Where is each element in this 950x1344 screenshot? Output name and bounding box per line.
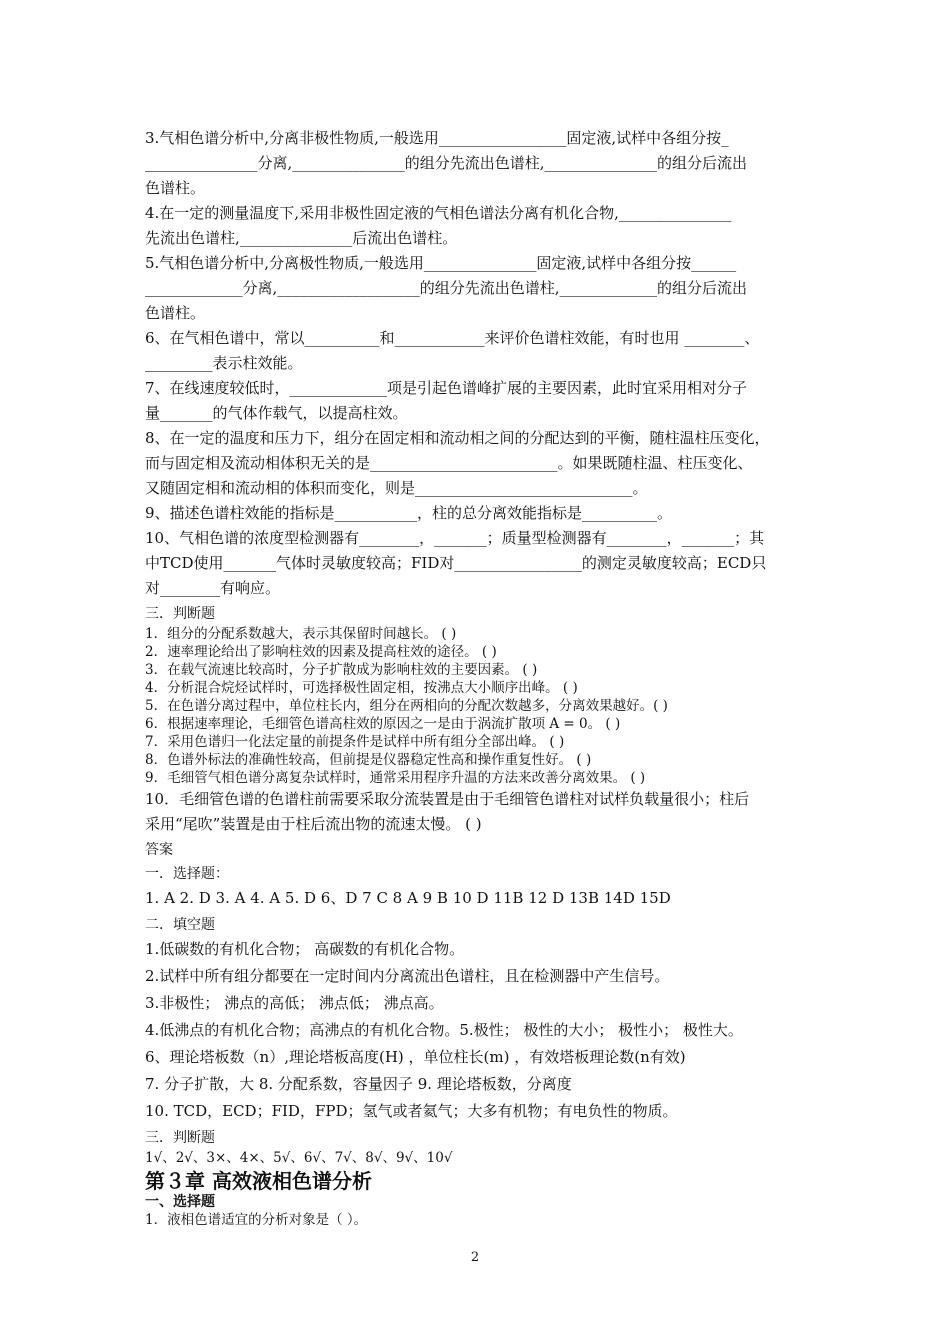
- text-line: _____________分离,___________________的组分先流出色谱柱,_____________的组分后流出: [145, 279, 748, 297]
- text-line: 又随固定相和流动相的体积而变化，则是_____________________________。: [145, 479, 648, 497]
- answer-line: 3.非极性； 沸点的高低； 沸点低； 沸点高。: [145, 994, 444, 1012]
- answer-line: 10. TCD，ECD；FID，FPD；氢气或者氦气；大多有机物；有电负性的物质。: [145, 1102, 678, 1120]
- fill-in-questions: [145, 126, 815, 601]
- text-line: 4.在一定的测量温度下,采用非极性固定液的气相色谱法分离有机化合物,_______________: [145, 204, 732, 222]
- text-line: 先流出色谱柱,_______________后流出色谱柱。: [145, 229, 458, 247]
- text-line: _________表示柱效能。: [145, 354, 303, 372]
- text-line: 对________有响应。: [145, 579, 281, 597]
- judge-item: 7．采用色谱归一化法定量的前提条件是试样中所有组分全部出峰。 ( ): [145, 734, 565, 750]
- judge-item: 10．毛细管色谱的色谱柱前需要采取分流装置是由于毛细管色谱柱对试样负载量很小；柱后: [145, 790, 750, 808]
- page-number: 2: [470, 1250, 480, 1265]
- judge-item: 8．色谱外标法的准确性较高，但前提是仪器稳定性高和操作重复性好。 ( ): [145, 752, 592, 768]
- judge-item: 采用“尾吹”装置是由于柱后流出物的流速太慢。 ( ): [145, 815, 482, 833]
- text-line: _______________分离,_______________的组分先流出色谱柱,_______________的组分后流出: [145, 154, 748, 172]
- answer-fill-list: [145, 936, 815, 1125]
- judge-item: 9．毛细管气相色谱分离复杂试样时，通常采用程序升温的方法来改善分离效果。 ( ): [145, 770, 646, 786]
- judge-item: 1．组分的分配系数越大，表示其保留时间越长。 ( ): [145, 626, 457, 642]
- document-body: [145, 126, 815, 1229]
- answer-line: 2.试样中所有组分都要在一定时间内分离流出色谱柱，且在检测器中产生信号。: [145, 967, 670, 985]
- answer-line: 7. 分子扩散，大 8. 分配系数，容量因子 9. 理论塔板数，分离度: [145, 1075, 572, 1093]
- answer-choice-line: 1. A 2. D 3. A 4. A 5. D 6、D 7 C 8 A 9 B 10 D 11B 12 D 13B 14D 15D: [145, 889, 671, 907]
- judge-section-title: 三．判断题: [145, 606, 215, 622]
- answers-title: 答案: [145, 842, 173, 858]
- judge-item: 2．速率理论给出了影响柱效的因素及提高柱效的途径。 ( ): [145, 644, 497, 660]
- text-line: 9、描述色谱柱效能的指标是___________，柱的总分离效能指标是__________。: [145, 504, 673, 522]
- text-line: 7、在线速度较低时，_____________项是引起色谱峰扩展的主要因素，此时宜采用相对分子: [145, 379, 748, 397]
- answer-line: 4.低沸点的有机化合物；高沸点的有机化合物。5.极性； 极性的大小； 极性小； 极性大。: [145, 1021, 743, 1039]
- question-line: 1．液相色谱适宜的分析对象是（ ）。: [145, 1212, 368, 1228]
- answer-fill-title: 二．填空题: [145, 917, 215, 933]
- judge-item: 5．在色谱分离过程中，单位柱长内，组分在两相向的分配次数越多，分离效果越好。( ): [145, 698, 668, 714]
- answer-judge-title: 三．判断题: [145, 1130, 215, 1146]
- answer-line: 6、理论塔板数（n）,理论塔板高度(H) ，单位柱长(m) ，有效塔板理论数(n有效): [145, 1048, 686, 1066]
- answer-choice-title: 一．选择题：: [145, 866, 229, 882]
- answer-judge-line: 1√、2√、3×、4×、5√、6√、7√、8√、9√、10√: [145, 1150, 453, 1166]
- section-title: 一、选择题: [145, 1194, 215, 1210]
- chapter-title: 第３章 高效液相色谱分析: [145, 1169, 372, 1193]
- text-line: 8、在一定的温度和压力下，组分在固定相和流动相之间的分配达到的平衡，随柱温柱压变化，: [145, 429, 770, 447]
- text-line: 色谱柱。: [145, 304, 206, 322]
- text-line: 中TCD使用_______气体时灵敏度较高；FID对_________________的测定灵敏度较高；ECD只: [145, 554, 767, 572]
- text-line: 色谱柱。: [145, 179, 206, 197]
- text-line: 量_______的气体作载气，以提高柱效。: [145, 404, 408, 422]
- text-line: 10、气相色谱的浓度型检测器有________，_______；质量型检测器有________，_______；其: [145, 529, 765, 547]
- text-line: 6、在气相色谱中，常以__________和____________来评价色谱柱效能，有时也用 ________、: [145, 329, 760, 347]
- answer-line: 1.低碳数的有机化合物； 高碳数的有机化合物。: [145, 940, 465, 958]
- judge-item: 3．在载气流速比较高时，分子扩散成为影响柱效的主要因素。 ( ): [145, 662, 538, 678]
- judge-item: 6．根据速率理论，毛细管色谱高柱效的原因之一是由于涡流扩散项 A = 0。 ( ): [145, 716, 621, 732]
- text-line: 而与固定相及流动相体积无关的是_________________________。如果既随柱温、柱压变化、: [145, 454, 753, 472]
- text-line: 5.气相色谱分析中,分离极性物质,一般选用_______________固定液,试样中各组分按______: [145, 254, 737, 272]
- judge-item: 4．分析混合烷烃试样时，可选择极性固定相，按沸点大小顺序出峰。 ( ): [145, 680, 578, 696]
- judge-questions: [145, 625, 815, 837]
- text-line: 3.气相色谱分析中,分离非极性物质,一般选用_________________固定液,试样中各组分按_: [145, 129, 729, 147]
